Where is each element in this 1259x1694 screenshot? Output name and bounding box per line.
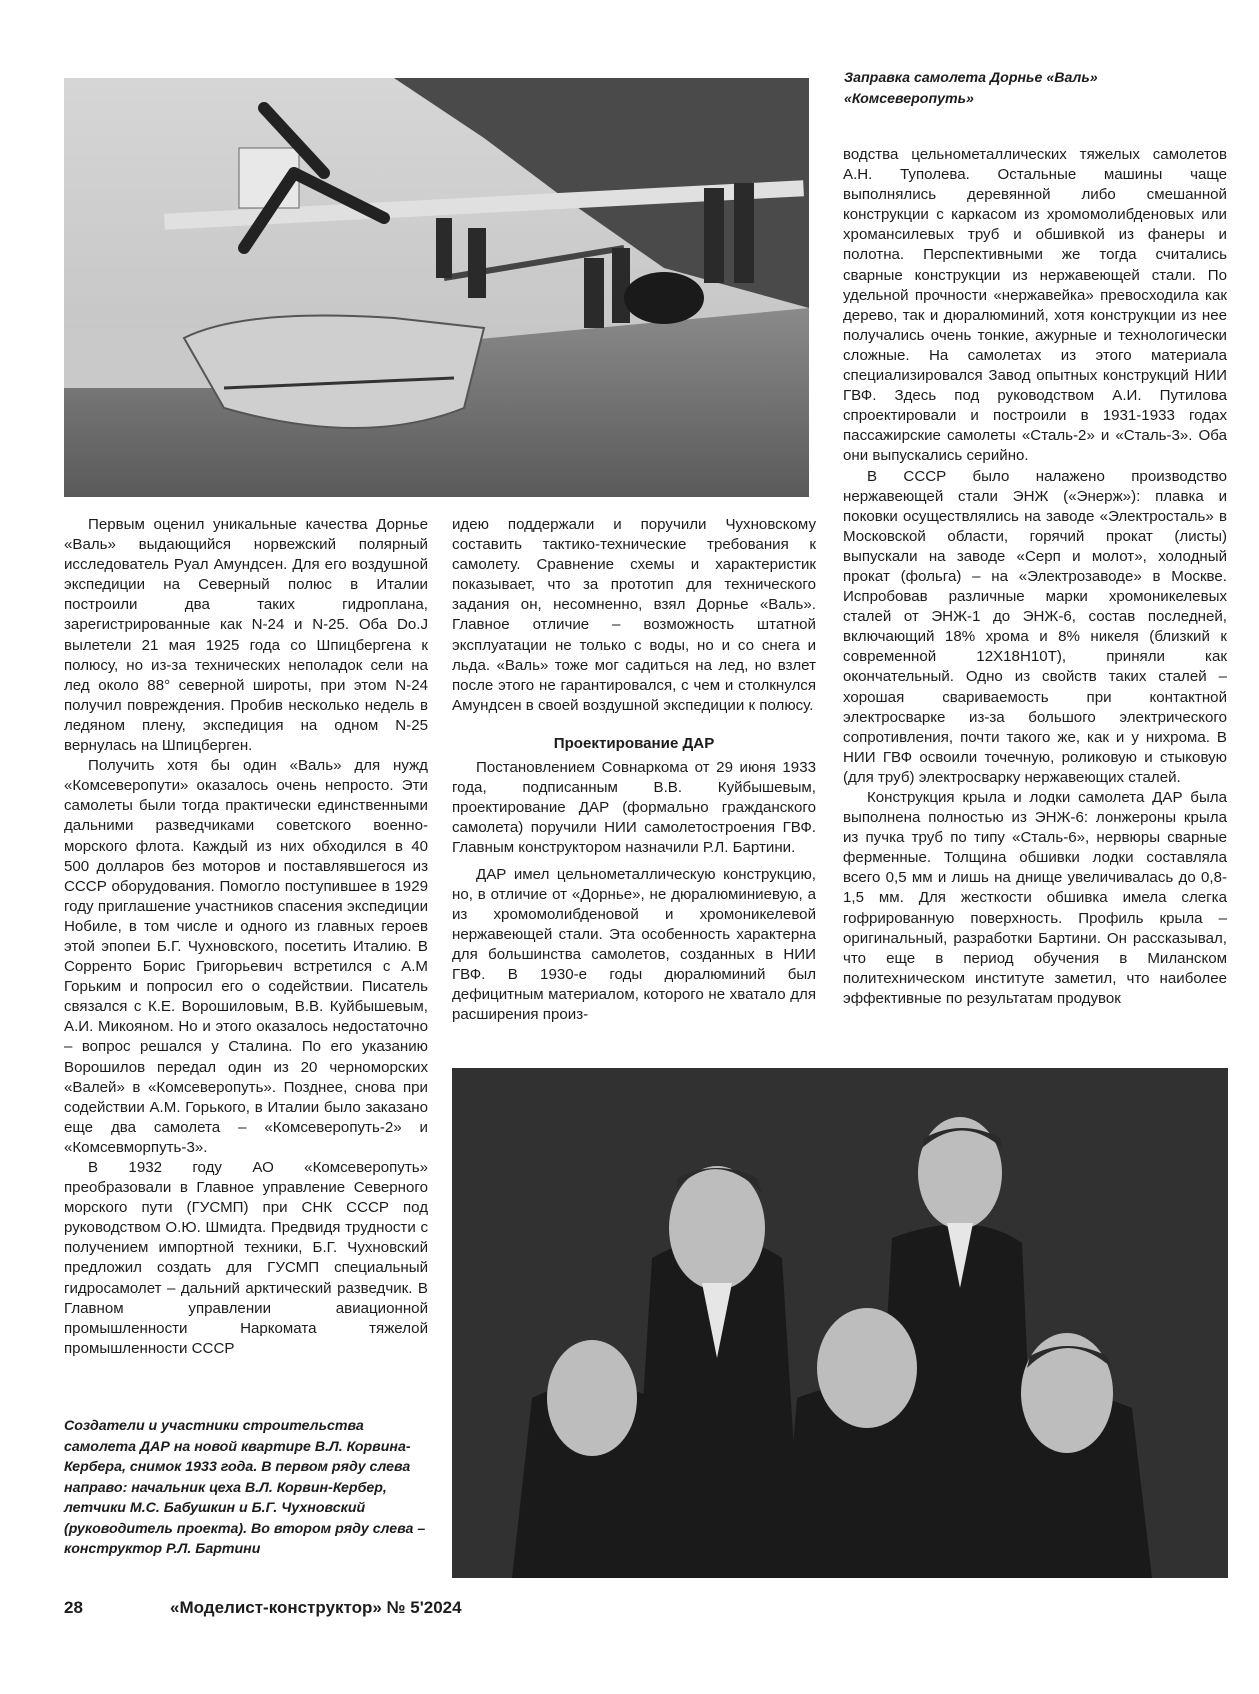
paragraph: водства цельнометаллических тяжелых самолетов А.Н. Туполева. Остальные машины чаще выполнялись деревянной либо смешанной конструкции с каркасом из хромомолибденовых или хромансилевых труб и обшивкой из фанеры и полотна. Перспективными же тогда считались сварные конструкции из нержавеющей стали. По удельной прочности «нержавейка» превосходила как дерево, так и дюралюминий, хотя конструкции из нее получались очень тонкие, ажурные и технологически сложные. На самолетах из этого материала специализировался Завод опытных конструкций НИИ ГВФ. Здесь под руководством А.И. Путилова спроектировали и построили в 1931-1933 годах пассажирские самолеты «Сталь-2» и «Сталь-3». Оба они выпускались серийно. xyxy=(843,146,1227,465)
paragraph: В 1932 году АО «Комсеверопуть» преобразовали в Главное управление Северного морского пути (ГУСМП) при СНК СССР под руководством О.Ю. Шмидта. Предвидя трудности с получением импортной техники, Б.Г. Чухновский предложил создать для ГУСМП специальный гидросамолет – дальний арктический разведчик. В Главном управлении авиационной промышленности Наркомата тяжелой промышленности СССР xyxy=(64,1159,428,1357)
seaplane-photo-caption: Заправка самолета Дорнье «Валь» «Комсеверопуть» xyxy=(844,70,1098,107)
magazine-title: «Моделист-конструктор» № 5'2024 xyxy=(170,1598,462,1617)
paragraph: В СССР было налажено производство нержавеющей стали ЭНЖ («Энерж»): плавка и поковки осуществлялись на заводе «Электросталь» в Московской области, горячий прокат (листы) выпускали на заводе «Серп и молот», холодный прокат (фольга) – на «Электрозаводе» в Москве. Испробовав различные марки хромоникелевых сталей от ЭНЖ-1 до ЭНЖ-6, состав последней, включающий 18% хрома и 8% никеля (близкий к современной 12Х18Н10Т), приняли как окончательный. Одно из свойств таких сталей – хорошая свариваемость при контактной электросварке из-за большого электрического сопротивления, почти такого же, как и у нихрома. В НИИ ГВФ освоили точечную, роликовую и стыковую (для труб) электросварку нержавеющих сталей. xyxy=(843,467,1227,786)
seaplane-photo xyxy=(64,78,809,497)
paragraph: Постановлением Совнаркома от 29 июня 1933 года, подписанным В.В. Куйбышевым, проектирование ДАР (формально гражданского самолета) поручили НИИ самолетостроения ГВФ. Главным конструктором назначили Р.Л. Бартини. xyxy=(452,759,816,857)
page-number: 28 xyxy=(64,1598,83,1617)
group-portrait-photo xyxy=(452,1068,1228,1578)
article-column-1 xyxy=(64,515,428,1359)
section-heading: Проектирование ДАР xyxy=(553,734,715,752)
paragraph: ДАР имел цельнометаллическую конструкцию, но, в отличие от «Дорнье», не дюралюминиевую, а из хромомолибденовой и хромоникелевой нержавеющей стали. Эта особенность характерна для большинства самолетов, созданных в НИИ ГВФ. В 1930-е годы дюралюминий был дефицитным материалом, которого не хватало для расширения произ- xyxy=(452,865,816,1024)
paragraph: Конструкция крыла и лодки самолета ДАР была выполнена полностью из ЭНЖ-6: лонжероны крыла из пучка труб по типу «Сталь-6», нервюры сварные ферменные. Толщина обшивки лодки составляла всего 0,5 мм и лишь на днище увеличивалась до 0,8-1,5 мм. Для жесткости обшивка имела слегка гофрированную поверхность. Профиль крыла – оригинальный, разработки Бартини. Он рассказывал, что еще в период обучения в Миланском политехническом институте заметил, что наиболее эффективные по результатам продувок xyxy=(843,789,1227,1007)
paragraph: идею поддержали и поручили Чухновскому составить тактико-технические требования к самолету. Сравнение схемы и характеристик показывает, что за прототип для технического задания он, несомненно, взял Дорнье «Валь». Главное отличие – возможность штатной эксплуатации не только с воды, но и со снега и льда. «Валь» тоже мог садиться на лед, но взлет после этого не гарантировался, с чем и столкнулся Амундсен в своей воздушной экспедиции к полюсу. xyxy=(452,516,816,714)
paragraph: Первым оценил уникальные качества Дорнье «Валь» выдающийся норвежский полярный исследователь Руал Амундсен. Для его воздушной экспедиции на Северный полюс в Италии построили два таких гидроплана, зарегистрированные как N-24 и N-25. Оба Do.J вылетели 21 мая 1925 года со Шпицбергена к полюсу, но из-за технических неполадок сели на лед около 88° северной широты, при этом N-24 получил повреждения. Пробив несколько недель в ледяном плену, экспедиция на одном N-25 вернулась на Шпицберген. xyxy=(64,516,428,755)
article-column-2 xyxy=(452,515,816,1025)
group-portrait-caption: Создатели и участники строительства самолета ДАР на новой квартире В.Л. Корвина-Кербера, снимок 1933 года. В первом ряду слева направо: начальник цеха В.Л. Корвин-Кербер, летчики М.С. Бабушкин и Б.Г. Чухновский (руководитель проекта). Во втором ряду слева – конструктор Р.Л. Бартини xyxy=(64,1418,426,1557)
article-column-3 xyxy=(843,145,1227,1009)
paragraph: Получить хотя бы один «Валь» для нужд «Комсеверопути» оказалось очень непросто. Эти самолеты были тогда практически единственными дальними разведчиками советского военно-морского флота. Каждый из них обходился в 40 500 долларов без моторов и поставлявшегося из СССР оборудования. Помогло поступившее в 1929 году приглашение участников спасения экспедиции Нобиле, в том числе и одного из главных героев этой эпопеи Б.Г. Чухновского, посетить Италию. В Сорренто Борис Григорьевич встретился с А.М Горьким и попросил его о содействии. Писатель связался с К.Е. Ворошиловым, В.В. Куйбышевым, А.И. Микояном. Но и этого оказалось недостаточно – вопрос решался у Сталина. По его указанию Ворошилов передал один из 20 черноморских «Валей» в «Комсеверопуть». Позднее, снова при содействии А.М. Горького, в Италии было заказано еще два самолета – «Комсеверопуть-2» и «Комсевморпуть-3». xyxy=(64,757,428,1156)
